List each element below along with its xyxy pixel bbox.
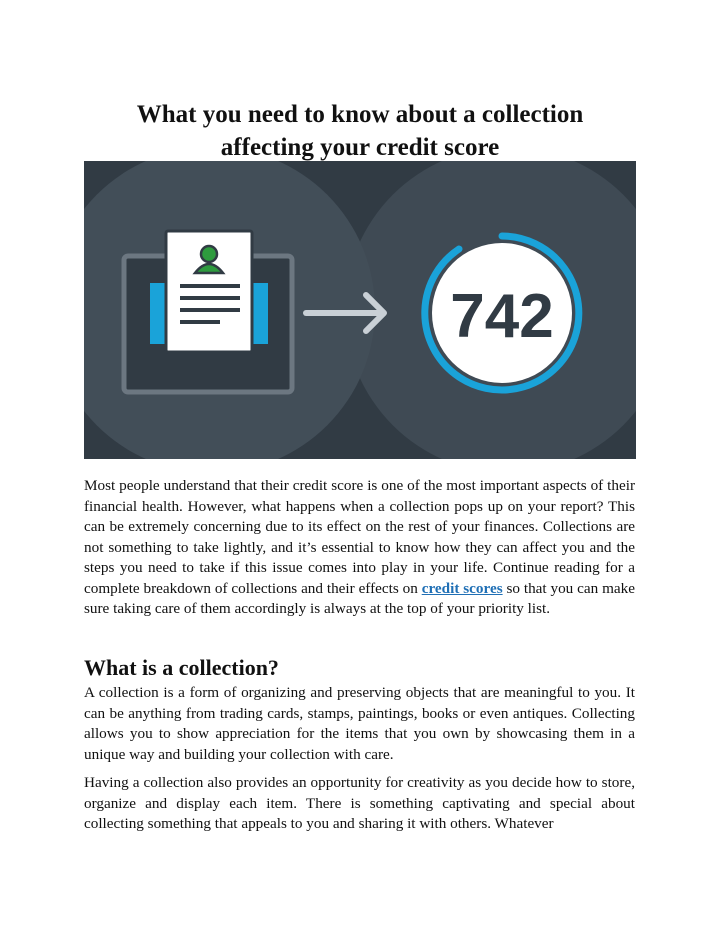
document-icon (124, 231, 292, 392)
credit-score-value: 742 (450, 282, 554, 351)
title-line-2: affecting your credit score (220, 134, 500, 161)
intro-text: Most people understand that their credit score is one of the most important aspects of their financial health. However, what happens when a collection pops up on your report? This can be extremely concerning due to its effect on the rest of your finances. Collections are not something to take lightly, and it’s essential to know how they can affect you and the steps you need to take if this issue comes into play in your life. Continue reading for a complete breakdown of collections and their effects on (84, 477, 635, 597)
section-paragraph-1: A collection is a form of organizing and preserving objects that are meaningful to you. It can be anything from trading cards, stamps, paintings, books or even antiques. Collecting allows you to show appreciation for the items that you own by showcasing them in a unique way and building your collection with care. (84, 684, 635, 763)
section-heading: What is a collection? (84, 655, 279, 680)
hero-image (84, 161, 636, 459)
intro-paragraph (84, 476, 635, 620)
intro-text-end: so that you can make sure taking care of them accordingly is always at the top of your priority list. (84, 579, 635, 617)
score-gauge-icon (425, 236, 579, 390)
section-paragraph-2: Having a collection also provides an opportunity for creativity as you decide how to store, organize and display each item. There is something captivating and special about collecting something that appeals to you and sharing it with others. Whatever (84, 774, 635, 832)
credit-scores-link[interactable]: credit scores (421, 579, 503, 597)
hero-illustration (84, 161, 636, 459)
page-title (84, 98, 636, 164)
title-line-1: What you need to know about a collection (136, 101, 584, 128)
